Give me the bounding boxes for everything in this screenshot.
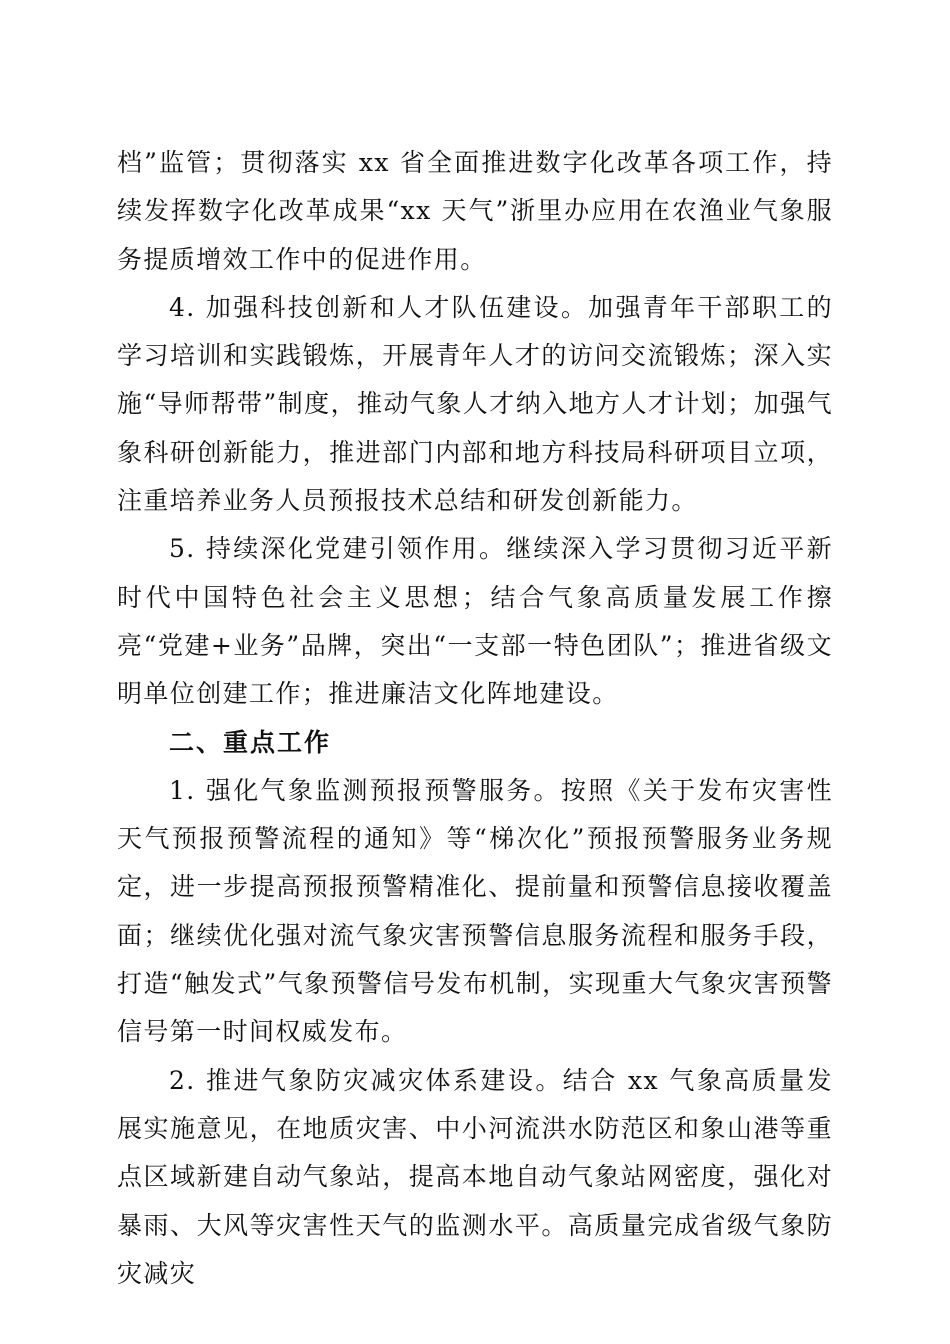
paragraph-key-2: 2. 推进气象防灾减灾体系建设。结合 xx 气象高质量发展实施意见，在地质灾害、中小河流洪水防范区和象山港等重点区域新建自动气象站，提高本地自动气象站网密度，强化对暴雨、大风等灾害性天气的监测水平。高质量完成省级气象防灾减灾 bbox=[117, 1065, 833, 1288]
document-body bbox=[117, 139, 833, 1298]
paragraph-item-5: 5. 持续深化党建引领作用。继续深入学习贯彻习近平新时代中国特色社会主义思想；结合气象高质量发展工作擦亮“党建+业务”品牌，突出“一支部一特色团队”；推进省级文明单位创建工作；推进廉洁文化阵地建设。 bbox=[117, 534, 833, 709]
paragraph-key-1: 1. 强化气象监测预报预警服务。按照《关于发布灾害性天气预报预警流程的通知》等“梯次化”预报预警服务业务规定，进一步提高预报预警精准化、提前量和预警信息接收覆盖面；继续优化强对流气象灾害预警信息服务流程和服务手段，打造“触发式”气象预警信号发布机制，实现重大气象灾害预警信号第一时间权威发布。 bbox=[117, 775, 833, 1047]
section-heading: 二、重点工作 bbox=[169, 727, 332, 757]
paragraph-continuation: 档”监管；贯彻落实 xx 省全面推进数字化改革各项工作，持续发挥数字化改革成果“xx 天气”浙里办应用在农渔业气象服务提质增效工作中的促进作用。 bbox=[117, 148, 833, 274]
paragraph-item-4: 4. 加强科技创新和人才队伍建设。加强青年干部职工的学习培训和实践锻炼，开展青年人才的访问交流锻炼；深入实施“导师帮带”制度，推动气象人才纳入地方人才计划；加强气象科研创新能力，推进部门内部和地方科技局科研项目立项，注重培养业务人员预报技术总结和研发创新能力。 bbox=[117, 292, 833, 516]
